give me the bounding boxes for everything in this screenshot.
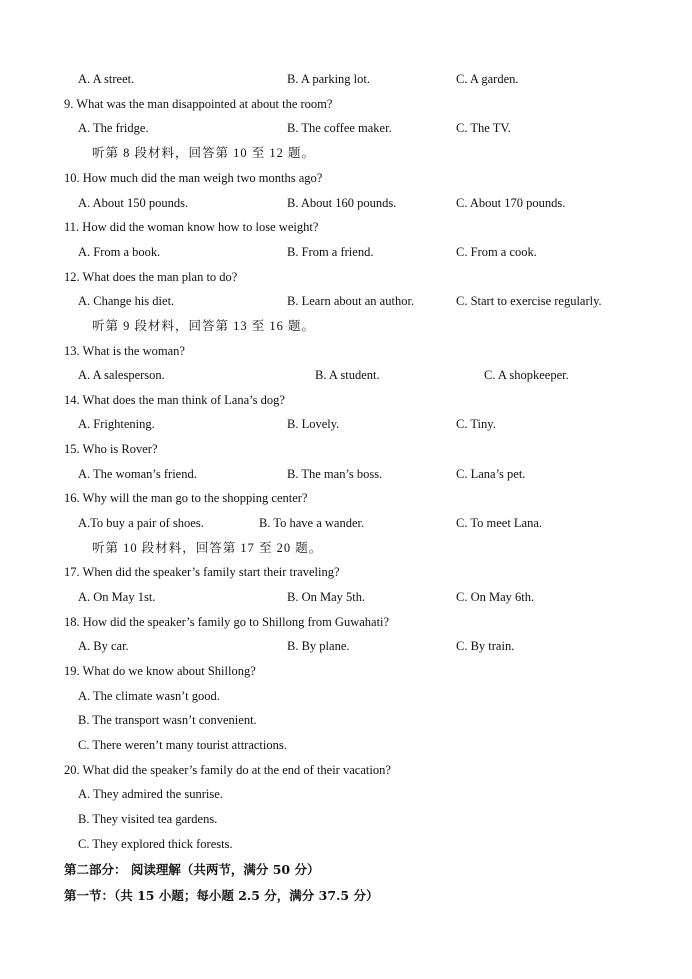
option-a: A.To buy a pair of shoes. bbox=[78, 516, 204, 530]
listening-instruction: 听第 8 段材料，回答第 10 至 12 题。 bbox=[92, 146, 316, 160]
option-c: C. From a cook. bbox=[456, 245, 537, 259]
section-heading: 第一节：（共 15 小题；每小题 2.5 分，满分 37.5 分） bbox=[64, 888, 379, 903]
stacked-option: B. The transport wasn’t convenient. bbox=[78, 713, 257, 727]
question-text: 18. How did the speaker’s family go to Shillong from Guwahati? bbox=[64, 615, 390, 629]
stacked-option: A. The climate wasn’t good. bbox=[78, 689, 220, 703]
question-text: 13. What is the woman? bbox=[64, 344, 185, 358]
stacked-option: C. They explored thick forests. bbox=[78, 837, 233, 851]
option-c: C. Start to exercise regularly. bbox=[456, 294, 602, 308]
option-a: A. Frightening. bbox=[78, 417, 155, 431]
option-c: C. A shopkeeper. bbox=[484, 368, 569, 382]
listening-instruction: 听第 10 段材料，回答第 17 至 20 题。 bbox=[92, 541, 323, 555]
option-b: B. About 160 pounds. bbox=[287, 196, 397, 210]
option-a: A. By car. bbox=[78, 639, 129, 653]
option-a: A. Change his diet. bbox=[78, 294, 175, 308]
option-b: B. On May 5th. bbox=[287, 590, 366, 604]
question-text: 11. How did the woman know how to lose weight? bbox=[64, 220, 319, 234]
option-b: B. A parking lot. bbox=[287, 72, 370, 86]
question-text: 17. When did the speaker’s family start their traveling? bbox=[64, 565, 340, 579]
section-heading: 第二部分： 阅读理解（共两节，满分 50 分） bbox=[64, 862, 320, 877]
option-c: C. The TV. bbox=[456, 121, 511, 135]
option-b: B. To have a wander. bbox=[259, 516, 365, 530]
stacked-option: B. They visited tea gardens. bbox=[78, 812, 218, 826]
option-a: A. About 150 pounds. bbox=[78, 196, 189, 210]
option-b: B. The coffee maker. bbox=[287, 121, 392, 135]
option-c: C. About 170 pounds. bbox=[456, 196, 566, 210]
question-text: 15. Who is Rover? bbox=[64, 442, 158, 456]
option-b: B. Learn about an author. bbox=[287, 294, 415, 308]
option-c: C. By train. bbox=[456, 639, 515, 653]
stacked-option: A. They admired the sunrise. bbox=[78, 787, 223, 801]
question-text: 9. What was the man disappointed at about the room? bbox=[64, 97, 333, 111]
option-c: C. Tiny. bbox=[456, 417, 496, 431]
option-a: A. On May 1st. bbox=[78, 590, 156, 604]
question-text: 20. What did the speaker’s family do at the end of their vacation? bbox=[64, 763, 391, 777]
option-a: A. The woman’s friend. bbox=[78, 467, 197, 481]
question-text: 19. What do we know about Shillong? bbox=[64, 664, 256, 678]
question-text: 14. What does the man think of Lana’s dog? bbox=[64, 393, 285, 407]
question-text: 12. What does the man plan to do? bbox=[64, 270, 238, 284]
option-b: B. By plane. bbox=[287, 639, 350, 653]
option-a: A. A salesperson. bbox=[78, 368, 165, 382]
option-c: C. Lana’s pet. bbox=[456, 467, 526, 481]
option-a: A. A street. bbox=[78, 72, 135, 86]
option-b: B. A student. bbox=[315, 368, 380, 382]
listening-instruction: 听第 9 段材料，回答第 13 至 16 题。 bbox=[92, 319, 316, 333]
option-b: B. Lovely. bbox=[287, 417, 340, 431]
option-c: C. A garden. bbox=[456, 72, 519, 86]
option-a: A. The fridge. bbox=[78, 121, 149, 135]
question-text: 10. How much did the man weigh two months ago? bbox=[64, 171, 323, 185]
question-text: 16. Why will the man go to the shopping center? bbox=[64, 491, 308, 505]
stacked-option: C. There weren’t many tourist attractions. bbox=[78, 738, 287, 752]
option-c: C. On May 6th. bbox=[456, 590, 535, 604]
option-b: B. The man’s boss. bbox=[287, 467, 383, 481]
option-a: A. From a book. bbox=[78, 245, 161, 259]
option-b: B. From a friend. bbox=[287, 245, 374, 259]
option-c: C. To meet Lana. bbox=[456, 516, 543, 530]
